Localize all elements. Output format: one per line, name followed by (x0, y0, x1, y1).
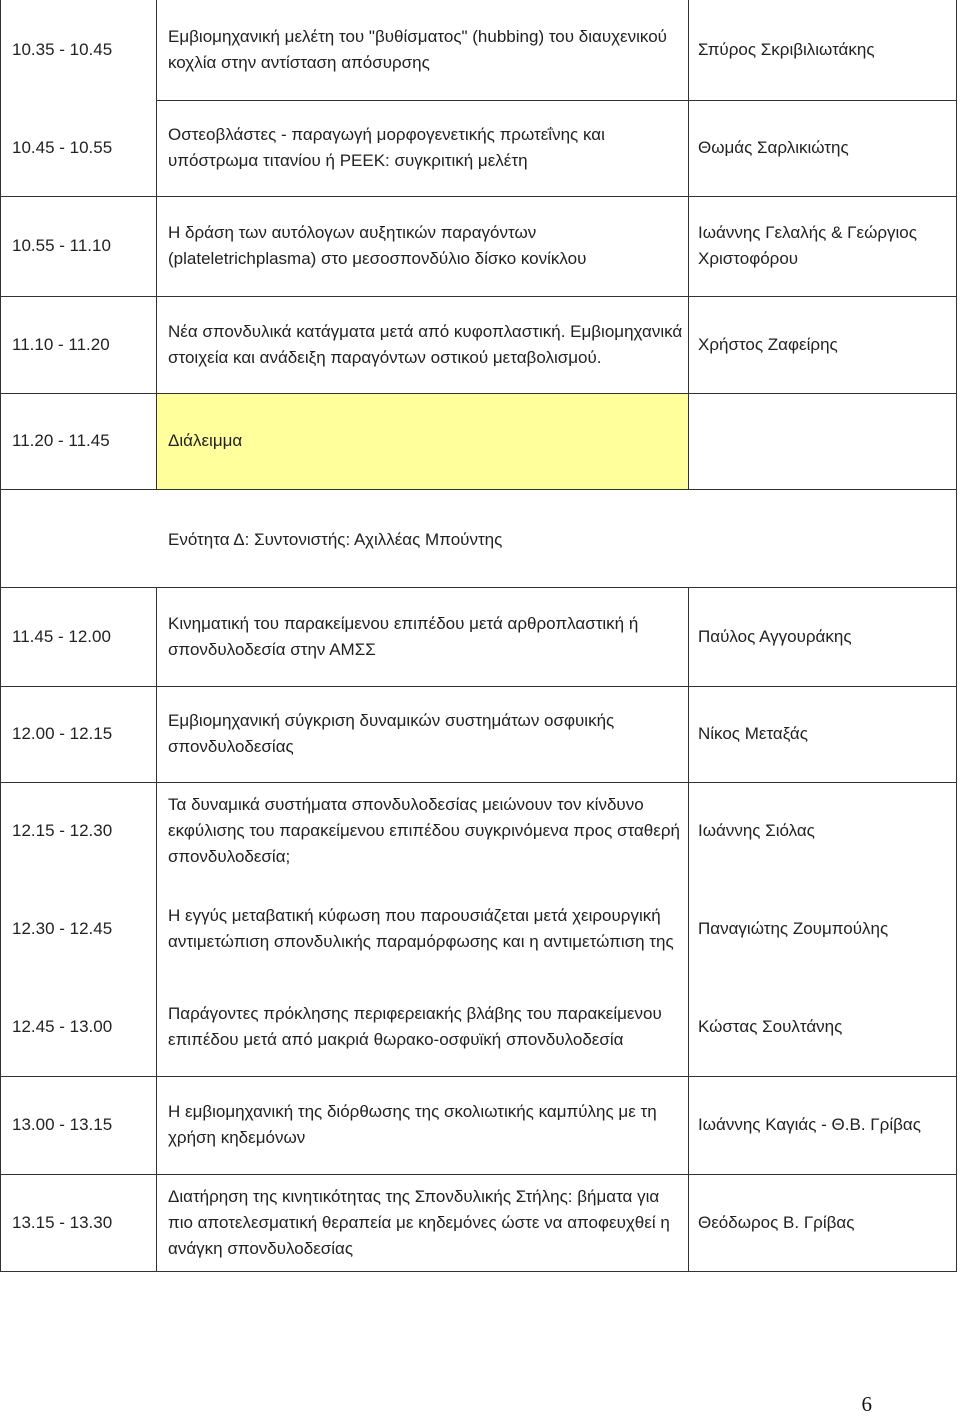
speaker-name: Θωμάς Σαρλικιώτης (698, 138, 849, 157)
time-cell: 12.45 - 13.00 (12, 1017, 113, 1036)
speaker-name: Παύλος Αγγουράκης (698, 626, 852, 646)
time-cell: 13.15 - 13.30 (12, 1212, 113, 1232)
speaker-name: Σπύρος Σκριβιλιωτάκης (698, 40, 875, 59)
grid-line (0, 489, 956, 490)
time-cell: 11.20 - 11.45 (12, 431, 110, 450)
grid-line (0, 1271, 956, 1272)
speaker-name: Θεόδωρος Β. Γρίβας (698, 1212, 855, 1232)
talk-title: Η δράση των αυτόλογων αυξητικών παραγόντων (plateletrichplasma) στο μεσοσπονδύλιο δίσκο κονίκλου (168, 223, 587, 268)
time-cell: 10.35 - 10.45 (12, 40, 113, 59)
speaker-name: Χρήστος Ζαφείρης (698, 334, 838, 354)
speaker-name: Ιωάννης Σιόλας (698, 821, 815, 840)
speaker-name: Κώστας Σουλτάνης (698, 1017, 843, 1036)
time-cell: 12.30 - 12.45 (12, 919, 113, 938)
speaker-name: Νίκος Μεταξάς (698, 724, 808, 743)
time-cell: 12.15 - 12.30 (12, 821, 113, 840)
talk-title: Νέα σπονδυλικά κατάγματα μετά από κυφοπλαστική. Εμβιομηχανικά στοιχεία και ανάδειξη παραγόντων οστικού μεταβολισμού. (168, 321, 683, 367)
speaker-name: Παναγιώτης Ζουμπούλης (698, 919, 889, 938)
time-cell: 12.00 - 12.15 (12, 724, 113, 743)
time-cell: 13.00 - 13.15 (12, 1115, 113, 1134)
break-label: Διάλειμμα (168, 431, 243, 450)
talk-title: Διατήρηση της κινητικότητας της Σπονδυλικής Στήλης: βήματα για πιο αποτελεσματική θεραπεία με κηδεμόνες ώστε να αποφευχθεί η ανάγκη σπονδυλοδεσίας (168, 1186, 670, 1258)
time-cell: 10.45 - 10.55 (12, 138, 113, 157)
grid-line (688, 587, 689, 1272)
grid-line (0, 0, 1, 1272)
page-number: 6 (861, 1392, 872, 1416)
grid-line (956, 0, 957, 1272)
section-header: Ενότητα Δ: Συντονιστής: Αχιλλέας Μπούντης (168, 530, 503, 549)
time-cell: 11.45 - 12.00 (12, 626, 111, 646)
speaker-name: Ιωάννης Γελαλής & Γεώργιος Χριστοφόρου (698, 223, 917, 268)
talk-title: Η εγγύς μεταβατική κύφωση που παρουσιάζεται μετά χειρουργική αντιμετώπιση σπονδυλικής παραμόρφωσης και η αντιμετώπιση της (168, 906, 674, 951)
talk-title: Τα δυναμικά συστήματα σπονδυλοδεσίας μειώνουν τον κίνδυνο εκφύλισης του παρακείμενου επιπέδου συγκρινόμενα προς σταθερή σπονδυλοδεσία; (168, 795, 680, 866)
talk-title: Εμβιομηχανική σύγκριση δυναμικών συστημάτων οσφυικής σπονδυλοδεσίας (168, 711, 615, 756)
time-cell: 11.10 - 11.20 (12, 334, 110, 354)
talk-title: Εμβιομηχανική μελέτη του "βυθίσματος" (hubbing) του διαυχενικού κοχλία στην αντίσταση απόσυρσης (168, 27, 667, 72)
talk-title: Οστεοβλάστες - παραγωγή μορφογενετικής πρωτεΐνης και υπόστρωμα τιτανίου ή PEEK: συγκριτική μελέτη (168, 125, 605, 170)
time-cell: 10.55 - 11.10 (12, 236, 111, 255)
speaker-name: Ιωάννης Καγιάς - Θ.Β. Γρίβας (698, 1115, 921, 1134)
talk-title: Παράγοντες πρόκλησης περιφερειακής βλάβης του παρακείμενου επιπέδου μετά από μακριά θωρακο-οσφυϊκή σπονδυλοδεσία (168, 1004, 662, 1049)
talk-title: Η εμβιομηχανική της διόρθωσης της σκολιωτικής καμπύλης με τη χρήση κηδεμόνων (168, 1102, 657, 1147)
grid-line (688, 0, 689, 489)
grid-line (156, 587, 157, 1272)
talk-title: Κινηματική του παρακείμενου επιπέδου μετά αρθροπλαστική ή σπονδυλοδεσία στην ΑΜΣΣ (168, 613, 639, 659)
